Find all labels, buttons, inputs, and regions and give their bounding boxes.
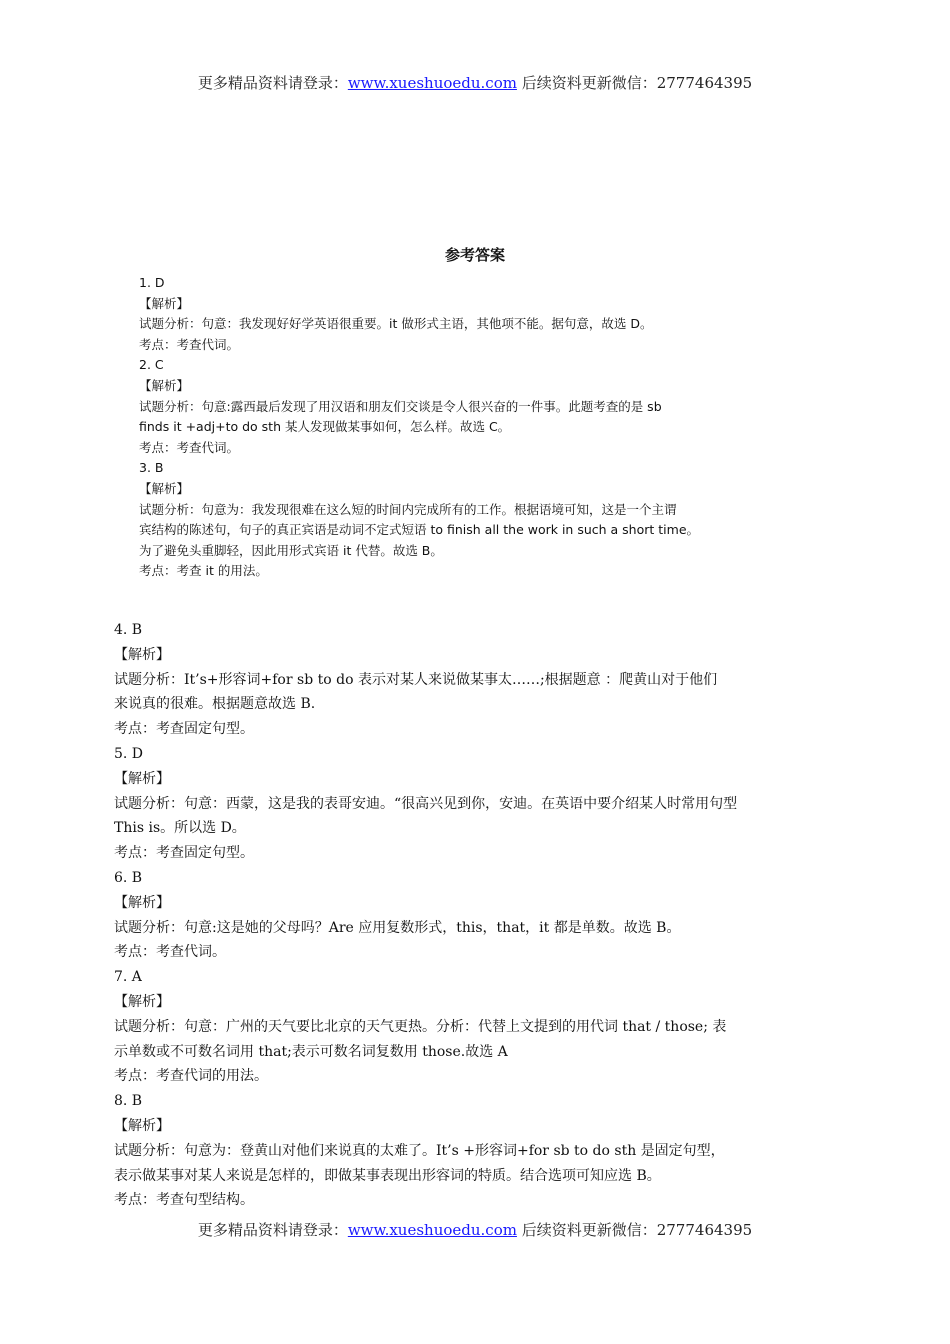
answer-5-point: 考点：考查固定句型。: [114, 845, 254, 862]
answer-8-point: 考点：考查句型结构。: [114, 1192, 254, 1209]
answer-6-point: 考点：考查代词。: [114, 944, 226, 961]
answer-block: [114, 618, 844, 1213]
answer-3-point: 考点：考查 it 的用法。: [139, 563, 268, 579]
answer-4-label: 【解析】: [114, 646, 170, 663]
scanned-answer-block: [139, 273, 799, 582]
footer-prefix: 更多精品资料请登录：: [197, 1221, 348, 1239]
answer-2-label: 【解析】: [139, 377, 190, 393]
answer-7-number: 7. A: [114, 969, 142, 986]
answer-7-label: 【解析】: [114, 993, 170, 1010]
answer-2-point: 考点：考查代词。: [139, 439, 240, 455]
answer-title: 参考答案: [444, 246, 505, 264]
answer-3-analysis-cont2: 为了避免头重脚轻，因此用形式宾语 it 代替。故选 B。: [139, 542, 443, 558]
answer-1-label: 【解析】: [139, 295, 190, 311]
page-header: [0, 72, 950, 93]
answer-2-number: 2. C: [139, 357, 164, 373]
answer-1-analysis: 试题分析：句意：我发现好好学英语很重要。it 做形式主语，其他项不能。据句意，故选 D。: [139, 316, 653, 332]
answer-7-analysis: 试题分析：句意：广州的天气要比北京的天气更热。分析：代替上文提到的用代词 that / those; 表: [114, 1018, 727, 1035]
answer-6-number: 6. B: [114, 869, 143, 886]
answer-6-analysis: 试题分析：句意:这是她的父母吗？Are 应用复数形式，this，that，it 都是单数。故选 B。: [114, 919, 681, 936]
answer-8-number: 8. B: [114, 1093, 143, 1110]
answer-4-number: 4. B: [114, 622, 143, 638]
answer-2-analysis: 试题分析：句意:露西最后发现了用汉语和朋友们交谈是令人很兴奋的一件事。此题考查的是 sb: [139, 398, 662, 414]
answer-3-analysis-cont: 宾结构的陈述句，句子的真正宾语是动词不定式短语 to finish all the work in such a short time。: [139, 522, 700, 538]
answer-8-analysis: 试题分析：句意为：登黄山对他们来说真的太难了。It’s +形容词+for sb to do sth 是固定句型，: [114, 1142, 725, 1159]
answer-1-point: 考点：考查代词。: [139, 336, 240, 352]
answer-3-label: 【解析】: [139, 480, 190, 496]
footer-website-link[interactable]: www.xueshuoedu.com: [347, 1221, 517, 1239]
answer-4-point: 考点：考查固定句型。: [114, 721, 254, 738]
answer-7-analysis-cont: 示单数或不可数名词用 that;表示可数名词复数用 those.故选 A: [114, 1043, 508, 1060]
answer-2-analysis-cont: finds it +adj+to do sth 某人发现做某事如何，怎么样。故选 C。: [139, 419, 511, 435]
answer-4-analysis: 试题分析：It’s+形容词+for sb to do 表示对某人来说做某事太……;根据题意 ：爬黄山对于他们: [114, 671, 718, 688]
header-suffix: 后续资料更新微信：2777464395: [516, 74, 753, 92]
answer-5-label: 【解析】: [114, 770, 170, 787]
answer-4-analysis-cont: 来说真的很难。根据题意故选 B.: [114, 696, 316, 713]
page-footer: [0, 1219, 950, 1240]
header-website-link[interactable]: www.xueshuoedu.com: [347, 74, 517, 92]
answer-6-label: 【解析】: [114, 894, 170, 911]
answer-8-label: 【解析】: [114, 1117, 170, 1134]
answer-5-analysis-cont: This is。所以选 D。: [114, 820, 246, 837]
answer-5-number: 5. D: [114, 745, 144, 762]
answer-7-point: 考点：考查代词的用法。: [114, 1068, 268, 1085]
answer-3-analysis: 试题分析：句意为：我发现很难在这么短的时间内完成所有的工作。根据语境可知，这是一个主谓: [139, 501, 677, 517]
answer-1-number: 1. D: [139, 275, 165, 290]
answer-8-analysis-cont: 表示做某事对某人来说是怎样的，即做某事表现出形容词的特质。结合选项可知应选 B。: [114, 1167, 661, 1184]
answer-5-analysis: 试题分析：句意：西蒙，这是我的表哥安迪。“很高兴见到你，安迪。在英语中要介绍某人时常用句型: [114, 795, 738, 812]
footer-suffix: 后续资料更新微信：2777464395: [516, 1221, 753, 1239]
answer-3-number: 3. B: [139, 460, 164, 476]
header-prefix: 更多精品资料请登录：: [197, 74, 348, 92]
